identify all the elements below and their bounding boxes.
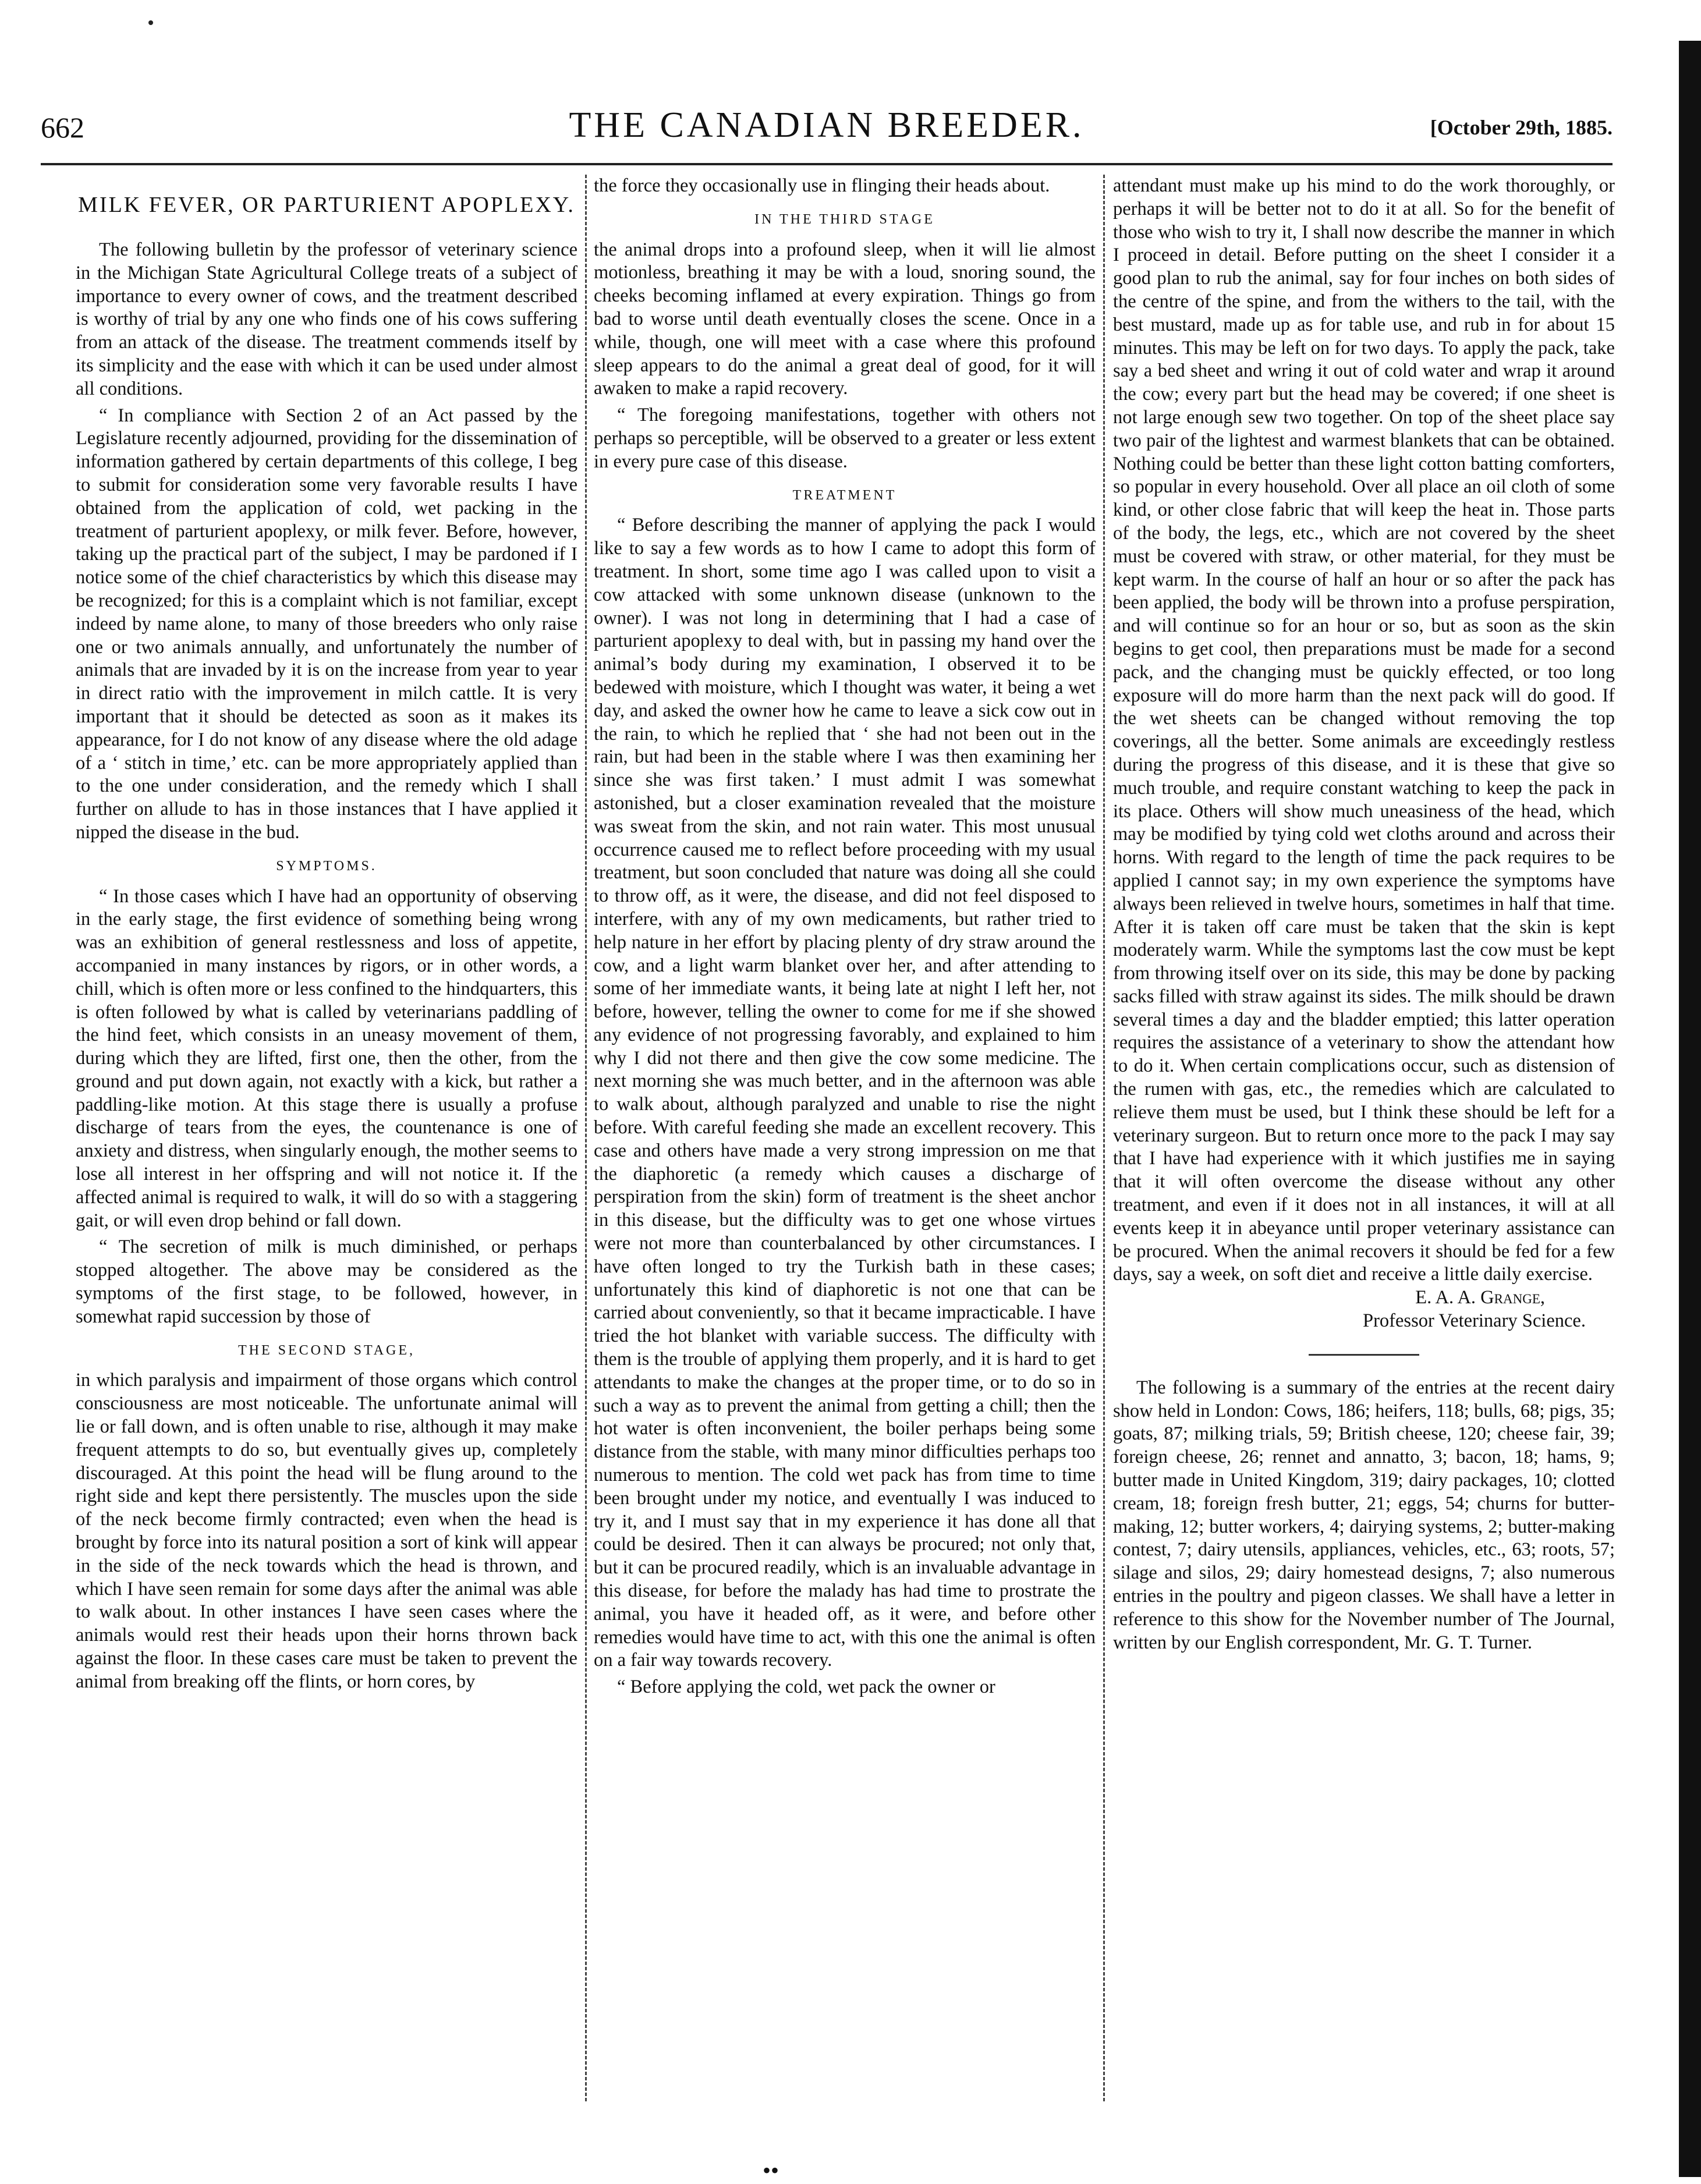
paragraph: in which paralysis and impairment of those organs which control consciousness are most noticeable. The unfortunate animal will lie or fall down, and is often unable to rise, although it may make frequent attempts to do so, but eventually gives up, completely discouraged. At this point the head will be flung around to the right side and kept there persistently. The muscles upon the side of the neck become firmly contracted; even when the head is brought by force into its natural position a sort of kink will appear in the side of the neck towards which the head is thrown, and which I have seen remain for some days after the animal was able to walk about. In other instances I have seen cases where the animals would rest their heads upon their horns thrown back against the floor. In these cases care must be taken to prevent the animal from breaking off the flints, or horn cores, by bbox=[76, 1370, 577, 1692]
section-divider bbox=[1309, 1354, 1419, 1356]
section-heading-symptoms: SYMPTOMS. bbox=[276, 858, 377, 874]
bottom-mark: •• bbox=[763, 2157, 779, 2183]
paragraph: “ The secretion of milk is much diminished, or perhaps stopped altogether. The above may be considered as the symptoms of the first stage, to be followed, however, in somewhat rapid succession by those of bbox=[76, 1236, 577, 1327]
paragraph: “ Before applying the cold, wet pack the owner or bbox=[617, 1676, 995, 1698]
dairy-show-paragraph: The following is a summary of the entries at the recent dairy show held in London: Cows, 186; heifers, 118; bulls, 68; pigs, 35; goats, 87; milking trials, 59; British cheese, 120; cheese fair, 39; foreign cheese, 26; rennet and annatto, 3; bacon, 18; hams, 9; butter made in United Kingdom, 319; dairy packages, 10; clotted cream, 18; foreign fresh butter, 21; eggs, 54; churns for butter-making, 12; butter workers, 4; dairying systems, 2; butter-making contest, 7; dairy utensils, appliances, vehicles, etc., 63; roots, 57; silage and silos, 29; dairy homestead designs, 7; also numerous entries in the poultry and pigeon classes. We shall have a letter in reference to this show for the November number of The Journal, written by our English correspondent, Mr. G. T. Turner. bbox=[1113, 1377, 1615, 1653]
signature-name: E. A. A. Grange, bbox=[1415, 1287, 1545, 1309]
section-heading-second-stage: THE SECOND STAGE, bbox=[238, 1342, 416, 1358]
page-number: 662 bbox=[41, 111, 84, 144]
page-header bbox=[41, 105, 1613, 157]
header-rule bbox=[41, 163, 1613, 165]
column-rule bbox=[1103, 175, 1105, 2101]
paragraph: the animal drops into a profound sleep, when it will lie almost motionless, breathing it may be with a loud, snoring sound, the cheeks becoming inflamed at every expiration. Things go from bad to worse until death eventually closes the scene. Once in a while, though, one will meet with a case where this profound sleep appears to do the animal a great deal of good, for it will awaken to make a rapid recovery. bbox=[594, 239, 1096, 399]
paragraph: “ In those cases which I have had an opportunity of observing in the early stage, the first evidence of something being wrong was an exhibition of general restlessness and loss of appetite, accompanied in many instances by rigors, or in other words, a chill, which is often more or less confined to the hindquarters, this is often followed by what is called by veterinarians paddling of the hind feet, which consists in an uneasy movement of them, during which they are lifted, first one, then the other, from the ground and put down again, not exactly with a kick, but rather a paddling-like motion. At this stage there is usually a profuse discharge of tears from the eyes, the countenance is one of anxiety and distress, when singularly enough, the mother seems to lose all interest in her offspring and will not notice it. If the affected animal is required to walk, it will do so with a staggering gait, or will even drop behind or fall down. bbox=[76, 885, 577, 1231]
signature bbox=[1113, 1286, 1615, 1333]
column-1 bbox=[76, 175, 577, 2101]
signature-title: Professor Veterinary Science. bbox=[1363, 1310, 1586, 1332]
article-title: MILK FEVER, OR PARTURIENT APOPLEXY. bbox=[78, 193, 575, 217]
issue-date: [October 29th, 1885. bbox=[1430, 116, 1613, 139]
column-3 bbox=[1113, 175, 1615, 2101]
paragraph: the force they occasionally use in flinging their heads about. bbox=[594, 175, 1050, 196]
column-rule bbox=[585, 175, 587, 2101]
section-heading-third-stage: IN THE THIRD STAGE bbox=[754, 211, 935, 227]
journal-title: THE CANADIAN BREEDER. bbox=[569, 105, 1085, 145]
paragraph: “ Before describing the manner of applying the pack I would like to say a few words as to how I came to adopt this form of treatment. In short, some time ago I was called upon to visit a cow attacked with some unknown disease (unknown to the owner). I was not long in determining that I had a case of parturient apoplexy to deal with, but in passing my hand over the animal’s body during my examination, I observed it to be bedewed with moisture, which I thought was water, it being a wet day, and asked the owner how he came to leave a sick cow out in the rain, to which he replied that ‘ she had not been out in the rain, but had been in the stable where I was then examining her since she was first taken.’ I must admit I was somewhat astonished, but a closer examination revealed that the moisture was sweat from the skin, and not rain water. This most unusual occurrence caused me to reflect before proceeding with my usual treatment, but soon concluded that nature was doing all she could to throw off, as it were, the disease, and did not feel disposed to interfere, with any of my own medicaments, but rather tried to help nature in her effort by placing plenty of dry straw around the cow, and a light warm blanket over her, and after attending to some of her immediate wants, it being late at night I left her, not before, however, telling the owner to come for me if she showed any evidence of not progressing favorably, and explained to him why I did not there and then give the cow some medicine. The next morning she was much better, and in the afternoon was able to walk about, although paralyzed and unable to rise the night before. With careful feeding she made an excellent recovery. This case and others have made a very strong impression on me that the diaphoretic (a remedy which causes a discharge of perspiration from the skin) form of treatment is the sheet anchor in this disease, but the difficulty was to get one whose virtues were not more than counterbalanced by other circumstances. I have often longed to try the Turkish bath in these cases; unfortunately this kind of diaphoretic is not one that can be carried about conveniently, so that it became impracticable. I have tried the hot blanket with variable success. The difficulty with them is the trouble of applying them properly, and it is hard to get attendants to make the changes at the proper time, or to do so in such a way as to prevent the animal from getting a chill; then the hot water is often inconvenient, the boiler perhaps being some distance from the stable, with many minor difficulties perhaps too numerous to mention. The cold wet pack has from time to time been brought under my notice, and eventually I was induced to try it, and I must say that in my experience it has done all that could be desired. Then it can always be procured; not only that, but it can be procured readily, which is an invaluable advantage in this disease, for before the malady has had time to prostrate the animal, you have it headed off, as it were, and before other remedies would have time to act, with this one the animal is often on a fair way towards recovery. bbox=[594, 515, 1096, 1671]
column-2 bbox=[594, 175, 1096, 2101]
stray-dot bbox=[148, 20, 153, 25]
section-heading-treatment: TREATMENT bbox=[792, 487, 897, 503]
scan-edge-bar bbox=[1679, 41, 1701, 2177]
intro-paragraph: The following bulletin by the professor of veterinary science in the Michigan State Agricultural College treats of a subject of importance to every owner of cows, and the treatment described is worthy of trial by any one who finds one of his cows suffering from an attack of the disease. The treatment commends itself by its simplicity and the ease with which it can be used under almost all conditions. bbox=[76, 239, 577, 399]
paragraph: “ In compliance with Section 2 of an Act passed by the Legislature recently adjourned, providing for the dissemination of information gathered by certain departments of this college, I beg to submit for consideration some very favorable results I have obtained from the application of cold, wet packing in the treatment of parturient apoplexy, or milk fever. Before, however, taking up the practical part of the subject, I may be pardoned if I notice some of the chief characteristics by which this disease may be recognized; for this is a complaint which is not familiar, except indeed by name alone, to many of those breeders who only raise one or two animals annually, and unfortunately the number of animals that are invaded by it is on the increase from year to year in direct ratio with the improvement in milch cattle. It is very important that it should be detected as soon as it makes its appearance, for I do not know of any disease where the old adage of a ‘ stitch in time,’ etc. can be more appropriately applied than to the one under consideration, and the remedy which I shall further on allude to has in those instances that I have applied it nipped the disease in the bud. bbox=[76, 405, 577, 843]
paragraph: “ The foregoing manifestations, together with others not perhaps so perceptible, will be observed to a greater or less extent in every pure case of this disease. bbox=[594, 405, 1096, 472]
paragraph: attendant must make up his mind to do the work thoroughly, or perhaps it will be better not to do it at all. So for the benefit of those who wish to try it, I shall now describe the manner in which I proceed in detail. Before putting on the sheet I consider it a good plan to rub the animal, say for four inches on both sides of the centre of the spine, and from the withers to the tail, with the best mustard, made up as for table use, and rub in for about 15 minutes. This may be left on for two days. To apply the pack, take say a bed sheet and wring it out of cold water and wrap it around the cow; every part but the head may be covered; if one sheet is not large enough sew two together. On top of the sheet place say two pair of the lightest and warmest blankets that can be obtained. Nothing could be better than these light cotton batting comforters, so popular in every household. Over all place an oil cloth of some kind, or other close fabric that will keep the heat in. Those parts of the body, the legs, etc., which are not covered by the sheet must be covered with straw, or other material, for they must be kept warm. In the course of half an hour or so after the pack has been applied, the body will be thrown into a profuse perspiration, and will continue so for an hour or so, but as soon as the skin begins to get cool, then preparations must be made for a second pack, and the changing must be quickly effected, or too long exposure will do more harm than the next pack will do good. If the wet sheets can be changed without removing the top coverings, all the better. Some animals are exceedingly restless during the progress of this disease, and it is these that give so much trouble, and require constant watching to keep the pack in its place. Others will show much uneasiness of the head, which may be modified by tying cold wet cloths around and across their horns. With regard to the length of time the pack requires to be applied I cannot say; in my own experience the symptoms have always been relieved in twelve hours, sometimes in half that time. After it is taken off care must be taken that the skin is kept moderately warm. While the symptoms last the cow must be kept from throwing itself over on its side, this may be done by packing sacks filled with straw against its sides. The milk should be drawn several times a day and the bladder emptied; this latter operation requires the assistance of a veterinary to show the attendant how to do it. When certain complications occur, such as distension of the rumen with gas, etc., the remedies which are calculated to relieve them must be used, but I think these should be left for a veterinary surgeon. But to return once more to the pack I may say that I have had experience with it which justifies me in saying that it will often overcome the disease without any other treatment, and even if it does not in all instances, it will at all events keep it in abeyance until proper veterinary assistance can be procured. When the animal recovers it should be fed for a few days, say a week, on soft diet and receive a little daily exercise. bbox=[1113, 175, 1615, 1285]
